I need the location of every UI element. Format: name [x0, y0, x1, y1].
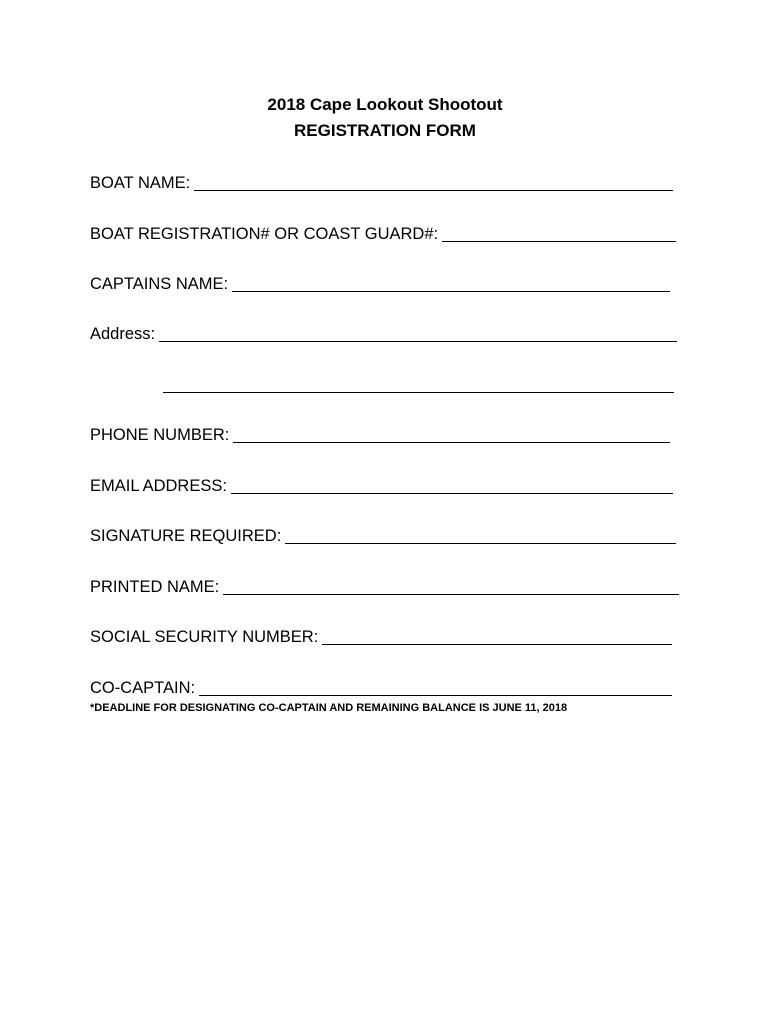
- boat-name-label: BOAT NAME:: [90, 174, 191, 192]
- boat-registration-row: [90, 223, 676, 245]
- captains-name-field[interactable]: [232, 290, 670, 292]
- co-captain-row: [90, 677, 672, 699]
- email-address-label: EMAIL ADDRESS:: [90, 477, 227, 495]
- co-captain-label: CO-CAPTAIN:: [90, 679, 196, 697]
- ssn-label: SOCIAL SECURITY NUMBER:: [90, 628, 319, 646]
- boat-registration-field[interactable]: [442, 240, 676, 242]
- phone-number-row: [90, 424, 670, 446]
- email-address-field[interactable]: [231, 492, 673, 494]
- email-address-row: [90, 475, 673, 497]
- signature-label: SIGNATURE REQUIRED:: [90, 527, 282, 545]
- signature-field[interactable]: [285, 542, 676, 544]
- printed-name-label: PRINTED NAME:: [90, 578, 220, 596]
- address-field-line-1[interactable]: [159, 340, 677, 342]
- printed-name-row: [90, 576, 679, 598]
- boat-registration-label: BOAT REGISTRATION# OR COAST GUARD#:: [90, 225, 439, 243]
- boat-name-row: [90, 172, 673, 194]
- deadline-note: *DEADLINE FOR DESIGNATING CO-CAPTAIN AND REMAINING BALANCE IS JUNE 11, 2018: [90, 702, 568, 714]
- form-title: 2018 Cape Lookout Shootout: [267, 95, 503, 114]
- form-subtitle: REGISTRATION FORM: [294, 121, 476, 140]
- co-captain-field[interactable]: [199, 694, 672, 696]
- boat-name-field[interactable]: [194, 189, 673, 191]
- signature-row: [90, 525, 676, 547]
- address-row: [90, 323, 677, 345]
- phone-number-field[interactable]: [233, 441, 670, 443]
- address-line-2-row: [163, 374, 674, 396]
- captains-name-label: CAPTAINS NAME:: [90, 275, 229, 293]
- printed-name-field[interactable]: [223, 593, 679, 595]
- address-field-line-2[interactable]: [163, 391, 674, 393]
- address-label: Address:: [90, 325, 156, 343]
- ssn-field[interactable]: [322, 643, 672, 645]
- ssn-row: [90, 626, 672, 648]
- captains-name-row: [90, 273, 670, 295]
- phone-number-label: PHONE NUMBER:: [90, 426, 230, 444]
